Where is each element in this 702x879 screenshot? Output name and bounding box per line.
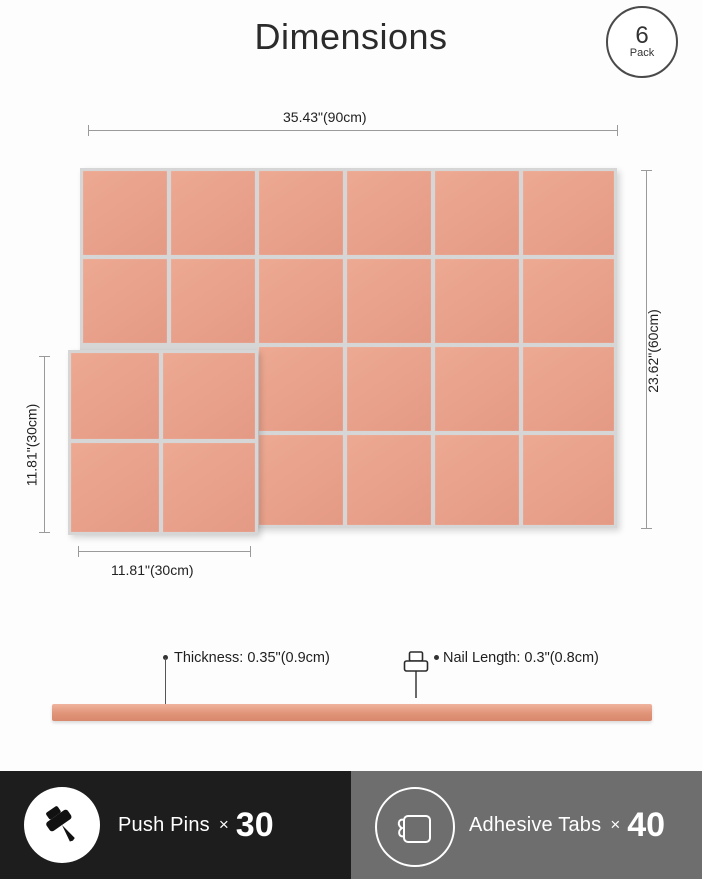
panel-tile: [259, 435, 343, 525]
adhesive-tabs-label: Adhesive Tabs: [469, 813, 602, 836]
big-width-cap-left: [88, 125, 89, 136]
panel-tile: [347, 347, 431, 431]
push-pin-outline-icon: [399, 650, 433, 702]
panel-tile: [171, 171, 255, 255]
adhesive-tabs-count: 40: [627, 805, 666, 844]
push-pins-times: ×: [218, 815, 229, 834]
panel-tile: [163, 443, 255, 532]
small-width-cap-left: [78, 546, 79, 557]
nail-note: Nail Length: 0.3"(0.8cm): [443, 650, 599, 666]
panel-thickness-board: [52, 704, 652, 721]
big-width-label: 35.43"(90cm): [278, 109, 372, 125]
small-height-cap-top: [39, 356, 50, 357]
panel-tile: [435, 259, 519, 343]
pack-label: Pack: [629, 46, 655, 59]
panel-tile: [259, 171, 343, 255]
pack-count: 6: [635, 21, 649, 49]
panel-tile: [347, 259, 431, 343]
adhesive-tabs-text: [469, 771, 665, 879]
push-pin-icon: [24, 787, 100, 863]
footer-item-push-pins: [0, 771, 351, 879]
panel-tile: [347, 171, 431, 255]
nail-leader-dot: [434, 655, 439, 660]
small-height-cap-bottom: [39, 532, 50, 533]
small-panel-group: [68, 350, 258, 535]
panel-tile: [523, 347, 614, 431]
small-width-cap-right: [250, 546, 251, 557]
panel-tile: [435, 171, 519, 255]
footer-bars: [0, 771, 702, 879]
push-pins-label: Push Pins: [118, 813, 210, 836]
thickness-leader-line: [165, 658, 166, 706]
small-height-label: 11.81"(30cm): [23, 403, 40, 487]
small-width-label: 11.81"(30cm): [106, 562, 199, 578]
small-height-dim-line: [44, 356, 45, 532]
big-height-label: 23.62"(60cm): [644, 309, 661, 393]
panel-tile: [435, 435, 519, 525]
panel-tile: [523, 435, 614, 525]
footer-item-adhesive-tabs: [351, 771, 702, 879]
panel-tile: [523, 259, 614, 343]
panel-tile: [435, 347, 519, 431]
push-pins-count: 30: [235, 805, 274, 844]
panel-tile: [83, 171, 167, 255]
panel-tile: [259, 259, 343, 343]
big-width-dim-line: [88, 130, 618, 131]
panel-tile: [171, 259, 255, 343]
big-height-cap-bottom: [641, 528, 652, 529]
page-title: Dimensions: [254, 16, 448, 57]
thickness-note: Thickness: 0.35"(0.9cm): [174, 650, 330, 666]
adhesive-tab-icon: [375, 787, 455, 867]
panel-tile: [83, 259, 167, 343]
big-width-cap-right: [617, 125, 618, 136]
panel-tile: [259, 347, 343, 431]
small-width-dim-line: [78, 551, 250, 552]
panel-tile: [71, 443, 159, 532]
panel-tile: [71, 353, 159, 439]
panel-tile: [347, 435, 431, 525]
adhesive-tabs-times: ×: [610, 815, 621, 834]
big-height-cap-top: [641, 170, 652, 171]
push-pins-text: [118, 771, 274, 879]
panel-tile: [523, 171, 614, 255]
pack-badge: [606, 6, 678, 78]
panel-tile: [163, 353, 255, 439]
